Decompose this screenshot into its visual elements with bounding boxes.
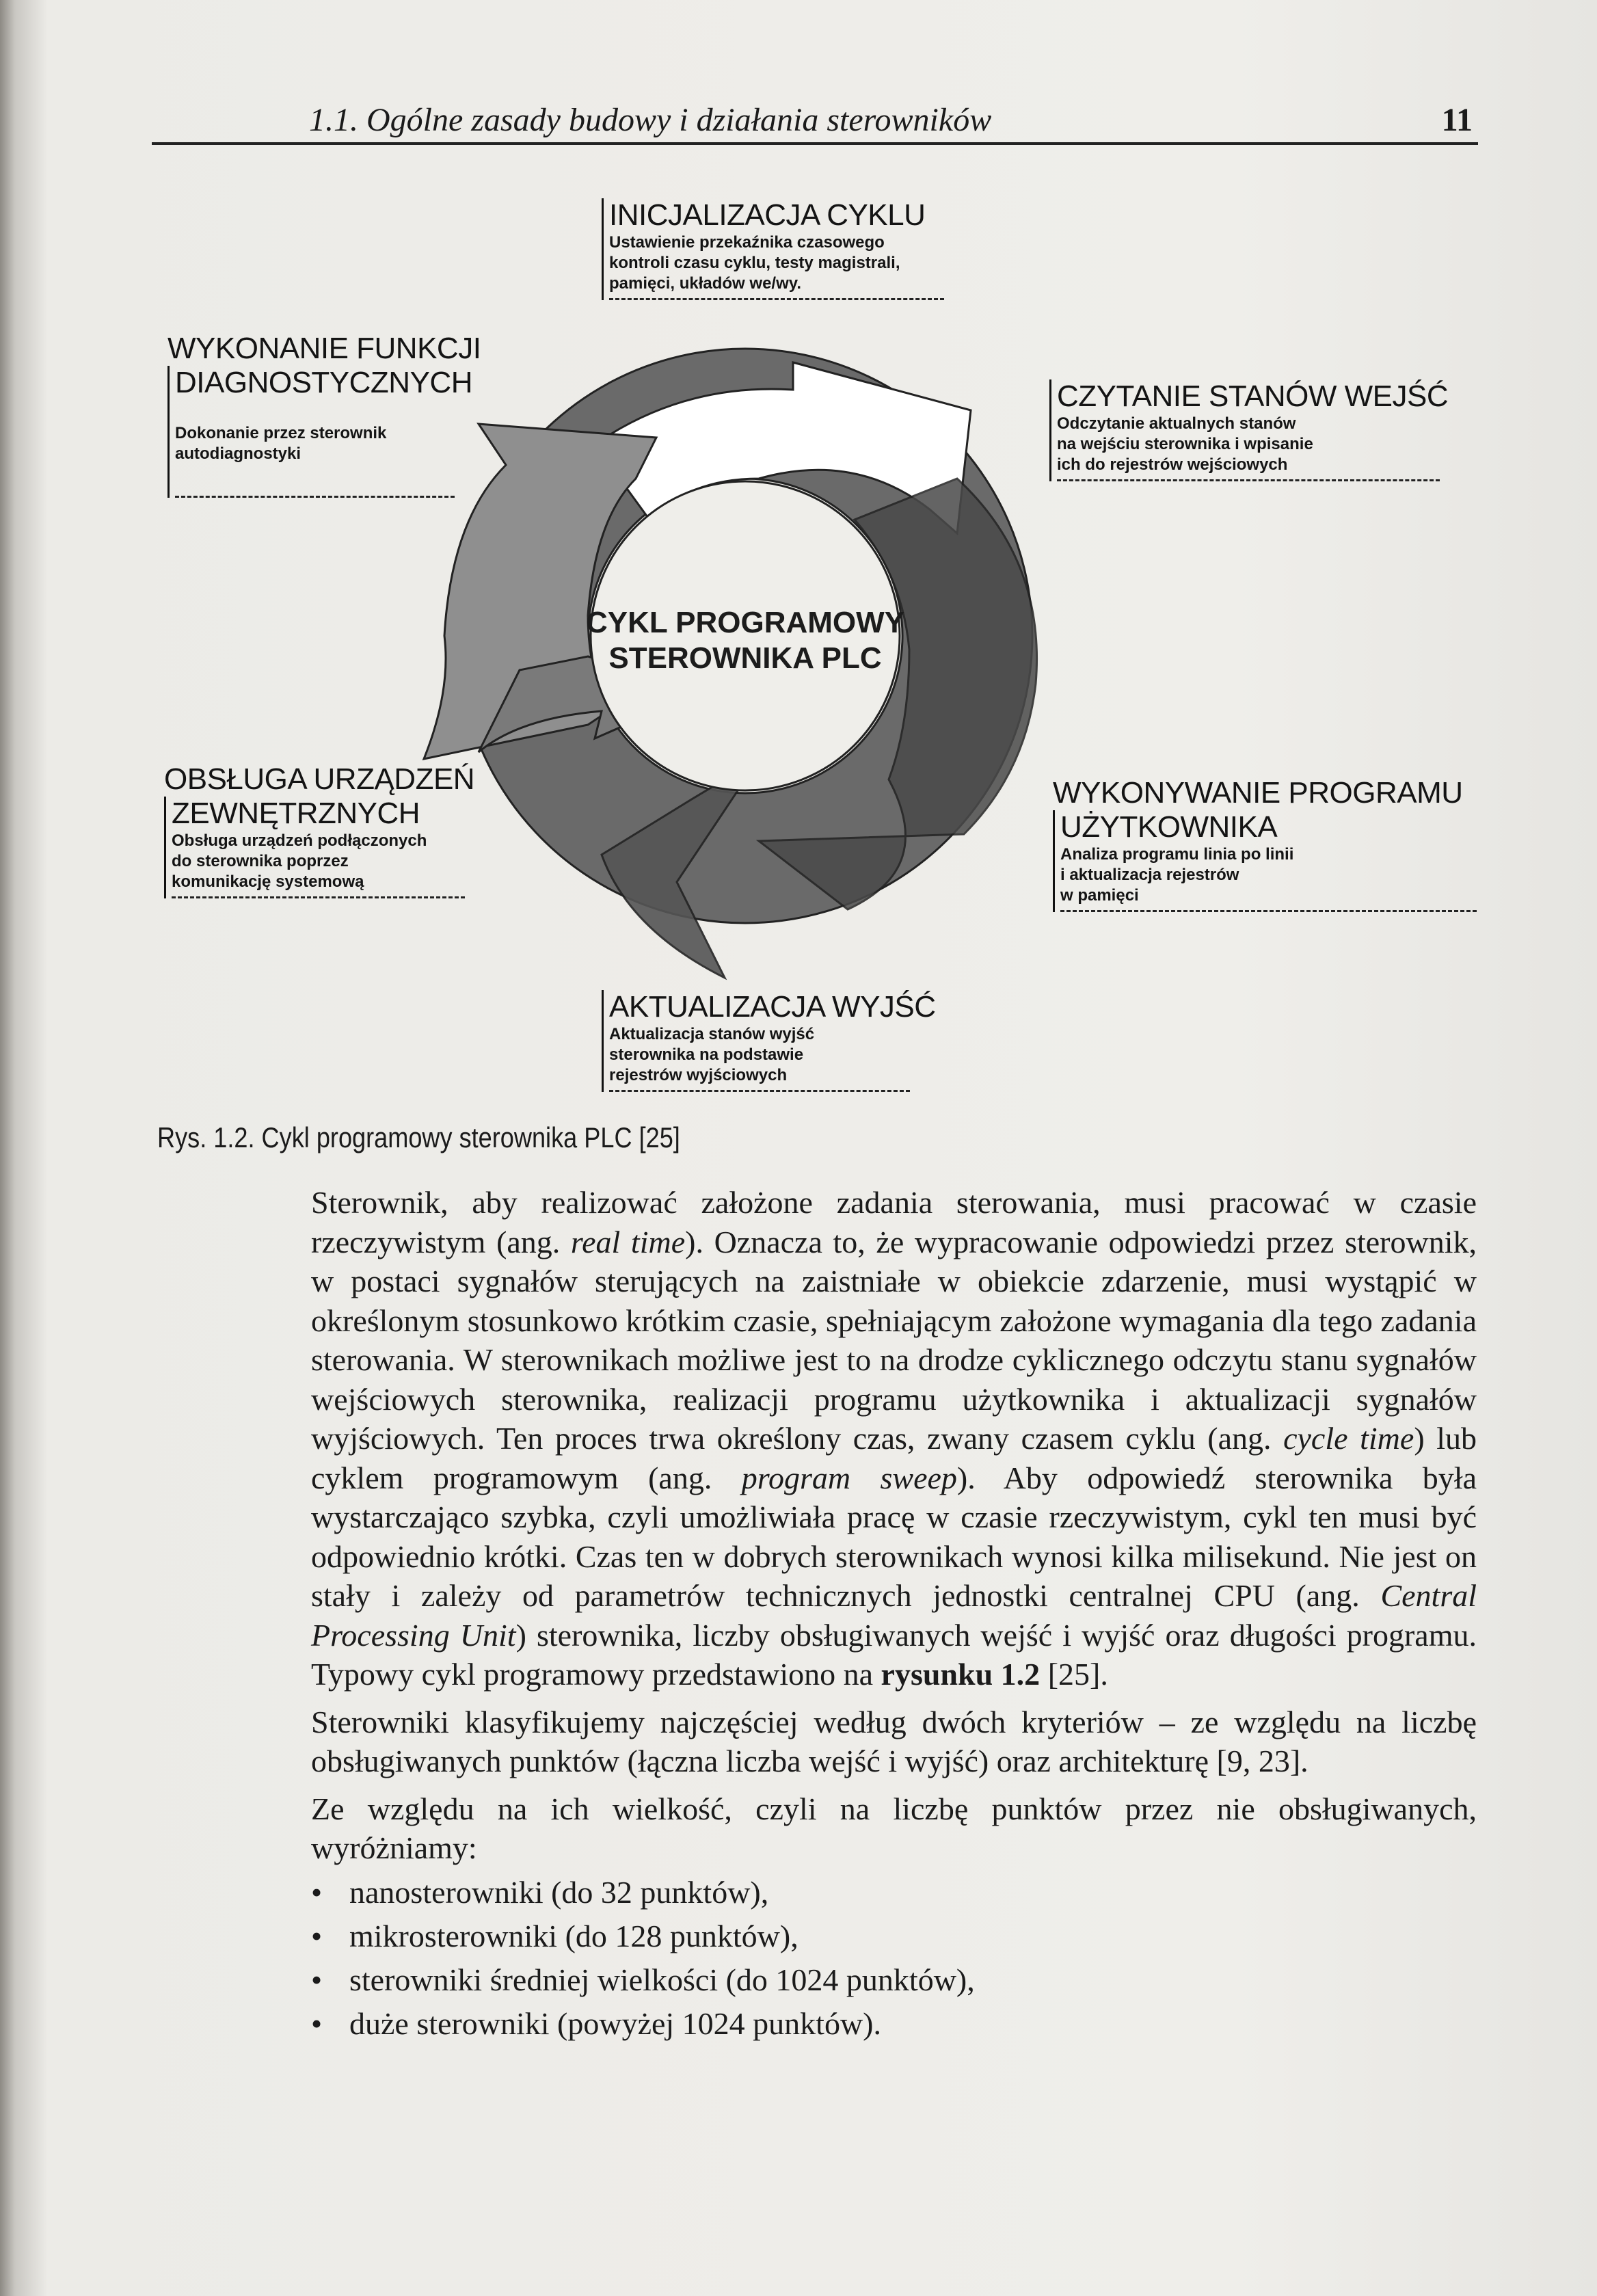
stage-init-desc-3: pamięci, układów we/wy. bbox=[609, 274, 801, 293]
stage-program-title-1: WYKONYWANIE PROGRAMU bbox=[1053, 776, 1463, 810]
stage-init bbox=[602, 198, 944, 300]
stage-comm-title-2: ZEWNĘTRZNYCH bbox=[172, 797, 420, 830]
stage-diag-desc-2: autodiagnostyki bbox=[175, 444, 301, 463]
stage-init-desc-1: Ustawienie przekaźnika czasowego bbox=[609, 233, 885, 252]
stage-comm-divider bbox=[172, 896, 465, 898]
size-list bbox=[311, 1871, 1477, 2046]
paragraph-1: Sterownik, aby realizować założone zadania sterowania, musi pracować w czasie rzeczywistym (ang. real time). Oznacza to, że wypracowanie odpowiedzi przez sterownik, w postaci sygnałów sterujących na zaistniałe w obiekcie zdarzenie, musi wystąpić w określonym stosunkowo krótkim czasie, spełniającym założone wymagania dla tego zadania sterowania. W sterownikach możliwe jest to na drodze cyklicznego odczytu stanu sygnałów wejściowych sterownika, realizacji programu użytkownika i aktualizacji sygnałów wyjściowych. Ten proces trwa określony czas, zwany czasem cyklu (ang. cycle time) lub cyklem programowym (ang. program sweep). Aby odpowiedź sterownika była wystarczająco szybka, czyli umożliwiała pracę w czasie rzeczywistym, cykl ten musi być odpowiednio krótki. Czas ten w dobrych sterownikach wynosi kilka milisekund. Nie jest on stały i zależy od parametrów technicznych jednostki centralnej CPU (ang. Central Processing Unit) sterownika, liczby obsługiwanych wejść i wyjść oraz długości programu. Typowy cykl programowy przedstawiono na rysunku 1.2 [25]. bbox=[311, 1185, 1477, 1692]
stage-diag bbox=[167, 332, 481, 498]
stage-outputs-divider bbox=[609, 1090, 910, 1092]
stage-program-desc-2: i aktualizacja rejestrów bbox=[1060, 866, 1239, 884]
stage-comm bbox=[164, 762, 475, 898]
stage-init-title: INICJALIZACJA CYKLU bbox=[609, 198, 926, 232]
center-line-1: CYKL PROGRAMOWY bbox=[585, 606, 905, 639]
list-item: • sterowniki średniej wielkości (do 1024 punktów), bbox=[311, 1958, 1477, 2002]
stage-diag-divider bbox=[175, 496, 455, 498]
stage-diag-title-2: DIAGNOSTYCZNYCH bbox=[175, 366, 472, 399]
stage-diag-title-1: WYKONANIE FUNKCJI bbox=[167, 332, 481, 365]
stage-outputs-desc-3: rejestrów wyjściowych bbox=[609, 1066, 788, 1084]
list-item: • duże sterowniki (powyżej 1024 punktów). bbox=[311, 2002, 1477, 2046]
list-item: • mikrosterowniki (do 128 punktów), bbox=[311, 1914, 1477, 1958]
stage-diag-body bbox=[167, 366, 472, 498]
stage-inputs bbox=[1049, 379, 1449, 481]
page-number: 11 bbox=[1441, 102, 1473, 138]
stage-program-desc-3: w pamięci bbox=[1060, 886, 1139, 905]
paragraph-2: Sterowniki klasyfikujemy najczęściej według dwóch kryteriów – ze względu na liczbę obsługiwanych punktów (łączna liczba wejść i wyjść) oraz architekturę [9, 23]. bbox=[311, 1704, 1477, 1778]
body-text bbox=[311, 1183, 1477, 2046]
stage-comm-desc-1: Obsługa urządzeń podłączonych bbox=[172, 831, 427, 850]
stage-init-divider bbox=[609, 298, 944, 300]
figure-reference: rysunku 1.2 bbox=[881, 1657, 1041, 1692]
stage-outputs-title: AKTUALIZACJA WYJŚĆ bbox=[609, 990, 936, 1024]
center-line-2: STEROWNIKA PLC bbox=[608, 641, 882, 675]
stage-program-desc-1: Analiza programu linia po linii bbox=[1060, 845, 1294, 864]
stage-outputs-desc-1: Aktualizacja stanów wyjść bbox=[609, 1025, 815, 1043]
stage-init-desc-2: kontroli czasu cyklu, testy magistrali, bbox=[609, 254, 900, 272]
list-item: • nanosterowniki (do 32 punktów), bbox=[311, 1871, 1477, 1914]
stage-outputs bbox=[602, 990, 936, 1092]
stage-comm-title-1: OBSŁUGA URZĄDZEŃ bbox=[164, 762, 475, 796]
running-title: 1.1. Ogólne zasady budowy i działania sterowników bbox=[309, 102, 992, 138]
stage-comm-body bbox=[164, 797, 465, 898]
stage-program bbox=[1053, 776, 1477, 912]
stage-comm-desc-3: komunikację systemową bbox=[172, 872, 364, 891]
stage-inputs-desc-3: ich do rejestrów wejściowych bbox=[1057, 455, 1288, 474]
stage-inputs-desc-2: na wejściu sterownika i wpisanie bbox=[1057, 435, 1313, 453]
stage-comm-desc-2: do sterownika poprzez bbox=[172, 852, 349, 870]
paragraph-3: Ze względu na ich wielkość, czyli na liczbę punktów przez nie obsługiwanych, wyróżniamy: bbox=[311, 1791, 1477, 1865]
stage-outputs-desc-2: sterownika na podstawie bbox=[609, 1045, 804, 1064]
figure-caption: Rys. 1.2. Cykl programowy sterownika PLC [25] bbox=[157, 1121, 680, 1153]
cycle-center-label bbox=[561, 605, 930, 676]
stage-inputs-desc-1: Odczytanie aktualnych stanów bbox=[1057, 414, 1296, 433]
stage-program-body bbox=[1053, 810, 1477, 912]
stage-program-divider bbox=[1060, 910, 1477, 912]
stage-diag-desc-1: Dokonanie przez sterownik bbox=[175, 424, 387, 442]
stage-program-title-2: UŻYTKOWNIKA bbox=[1060, 810, 1278, 844]
stage-inputs-title: CZYTANIE STANÓW WEJŚĆ bbox=[1057, 379, 1449, 413]
stage-inputs-divider bbox=[1057, 479, 1440, 481]
